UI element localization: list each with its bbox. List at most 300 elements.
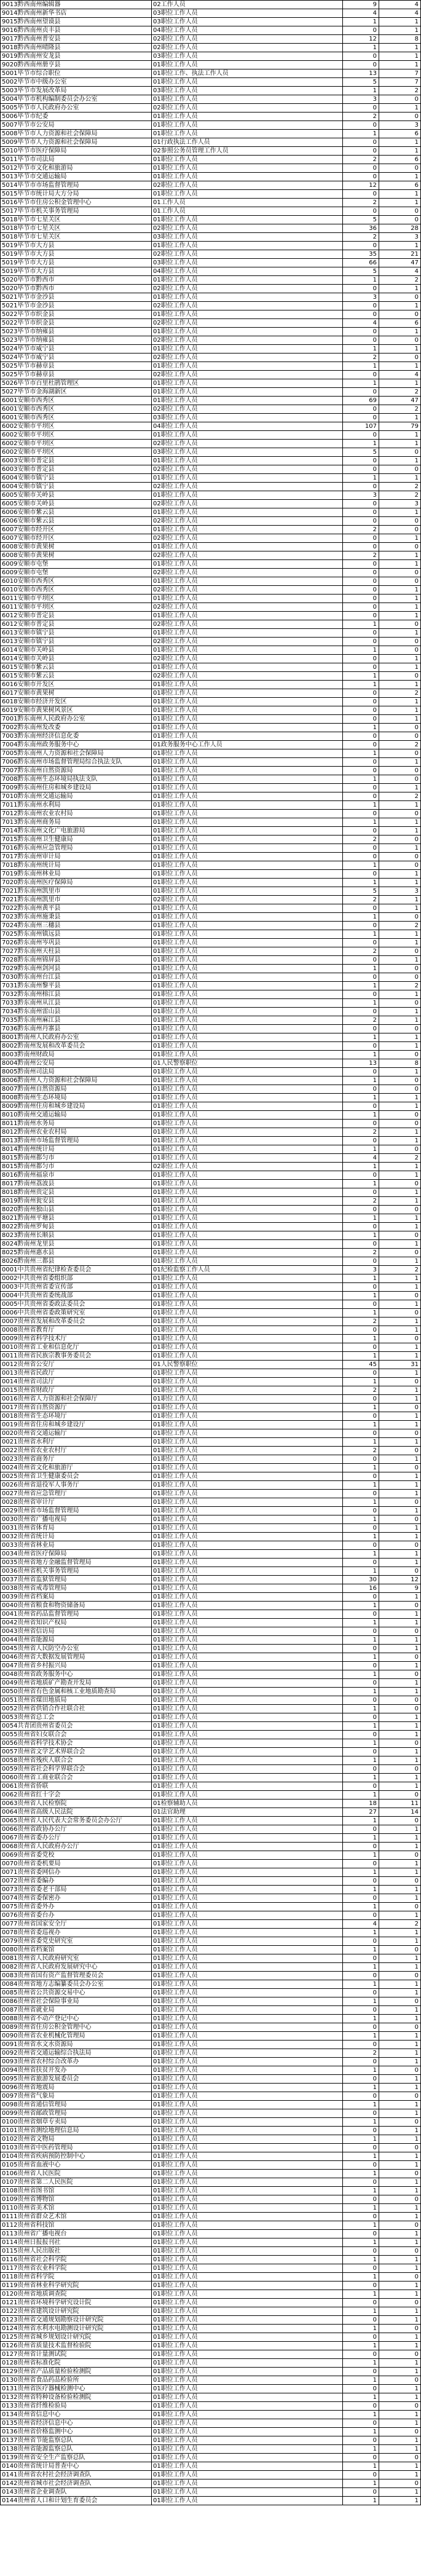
applicants-cell: 1: [343, 1309, 379, 1318]
table-row: [1, 2471, 421, 2479]
position-cell: 01职位工作人员: [152, 1283, 343, 1292]
approved-cell: 1: [379, 1008, 421, 1016]
applicants-cell: 3: [343, 1266, 379, 1274]
table-row: [1, 965, 421, 973]
position-cell: 01职位工作人员: [152, 2109, 343, 2118]
unit-cell: 0023贵州省商务厅: [1, 1455, 152, 1464]
position-cell: 02职位工作人员: [152, 104, 343, 113]
applicants-cell: 0: [343, 741, 379, 749]
approved-cell: 1: [379, 190, 421, 199]
table-row: [1, 397, 421, 405]
applicants-cell: 1: [343, 749, 379, 758]
approved-cell: 0: [379, 1705, 421, 1713]
applicants-cell: 0: [343, 242, 379, 250]
unit-cell: 0134贵州省信息中心: [1, 2411, 152, 2419]
position-cell: 01职位工作人员: [152, 1137, 343, 1145]
position-cell: 01职位工作人员: [152, 1369, 343, 1378]
table-row: [1, 1472, 421, 1481]
unit-cell: 7019黔东南州林业局: [1, 870, 152, 879]
approved-cell: 1: [379, 758, 421, 767]
applicants-cell: 0: [343, 689, 379, 698]
unit-cell: 6002安顺市平坝区: [1, 448, 152, 457]
unit-cell: 0002中共贵州省委组织部: [1, 1274, 152, 1283]
table-row: [1, 138, 421, 147]
applicants-cell: 0: [343, 1412, 379, 1421]
unit-cell: 6006安顺市紫云县: [1, 508, 152, 517]
applicants-cell: 1: [343, 1774, 379, 1782]
table-row: [1, 354, 421, 362]
position-cell: 01职位工作人员: [152, 1705, 343, 1713]
approved-cell: 2: [379, 1266, 421, 1274]
approved-cell: 0: [379, 1077, 421, 1085]
table-row: [1, 1206, 421, 1214]
position-cell: 01职位工作人员: [152, 276, 343, 285]
table-row: [1, 1008, 421, 1016]
table-row: [1, 1877, 421, 1886]
applicants-cell: 0: [343, 2075, 379, 2084]
unit-cell: 5007毕节市公安局: [1, 121, 152, 130]
position-cell: 01职位工作人员: [152, 2411, 343, 2419]
applicants-cell: 1: [343, 1851, 379, 1860]
applicants-cell: 0: [343, 405, 379, 414]
applicants-cell: 2: [343, 1249, 379, 1257]
position-cell: 01职位工作人员: [152, 1946, 343, 1954]
approved-cell: 31: [379, 1361, 421, 1369]
applicants-cell: 1: [343, 1567, 379, 1576]
table-row: [1, 2032, 421, 2041]
applicants-cell: 1: [343, 1498, 379, 1507]
table-row: [1, 853, 421, 861]
table-row: [1, 1145, 421, 1154]
approved-cell: 1: [379, 1507, 421, 1515]
position-cell: 01职位工作人员: [152, 2144, 343, 2152]
unit-cell: 0139贵州省安全生产监察总队: [1, 2454, 152, 2462]
applicants-cell: 1: [343, 1997, 379, 2006]
approved-cell: 1: [379, 1171, 421, 1180]
position-cell: 01职位工作人员: [152, 2282, 343, 2290]
position-cell: 01职位工作人员: [152, 431, 343, 440]
applicants-cell: 0: [343, 2419, 379, 2428]
unit-cell: 0071贵州省委网信办: [1, 1868, 152, 1877]
unit-cell: 0043贵州省信访局: [1, 1627, 152, 1636]
unit-cell: 0141贵州省农村社会经济调查队: [1, 2471, 152, 2479]
table-row: [1, 242, 421, 250]
table-row: [1, 1447, 421, 1455]
unit-cell: 0029贵州省市场监督管理局: [1, 1507, 152, 1515]
unit-cell: 7004黔东南州政务服务中心: [1, 741, 152, 749]
table-row: [1, 422, 421, 431]
table-row: [1, 2213, 421, 2221]
position-cell: 01职位工作人员: [152, 2161, 343, 2170]
approved-cell: 0: [379, 853, 421, 861]
approved-cell: 0: [379, 113, 421, 121]
approved-cell: 6: [379, 181, 421, 190]
position-cell: 01职位工作人员: [152, 836, 343, 844]
table-row: [1, 2454, 421, 2462]
unit-cell: 0072贵州省委编办: [1, 1877, 152, 1886]
approved-cell: 2: [379, 483, 421, 491]
approved-cell: 1: [379, 2213, 421, 2221]
unit-cell: 0094贵州省扶贫开发办: [1, 2066, 152, 2075]
unit-cell: 0012贵州省公安厅: [1, 1361, 152, 1369]
unit-cell: 0128贵州省标准化院: [1, 2359, 152, 2368]
approved-cell: 1: [379, 1386, 421, 1395]
position-cell: 01职位工作人员: [152, 2213, 343, 2221]
table-row: [1, 1318, 421, 1326]
approved-cell: 0: [379, 2402, 421, 2411]
position-cell: 01职位工作人员: [152, 1438, 343, 1447]
approved-cell: 1: [379, 2015, 421, 2023]
applicants-cell: 0: [343, 2488, 379, 2497]
applicants-cell: 1: [343, 965, 379, 973]
position-cell: 01职位工作人员: [152, 78, 343, 87]
applicants-cell: 1: [343, 1903, 379, 1911]
approved-cell: 1: [379, 879, 421, 887]
unit-cell: 0050贵州省有色金属和核工业地质勘查局: [1, 1688, 152, 1696]
approved-cell: 1: [379, 2204, 421, 2213]
position-cell: 01职位工作人员: [152, 1860, 343, 1868]
unit-cell: 6005安顺市关岭县: [1, 500, 152, 508]
position-cell: 01职位工作人员: [152, 1627, 343, 1636]
table-row: [1, 913, 421, 922]
position-cell: 01职位工作人员: [152, 2118, 343, 2127]
applicants-cell: 0: [343, 1765, 379, 1774]
approved-cell: 1: [379, 2109, 421, 2118]
approved-cell: 0: [379, 1670, 421, 1679]
applicants-cell: 0: [343, 767, 379, 775]
table-row: [1, 1223, 421, 1231]
position-cell: 01职位工作人员: [152, 999, 343, 1008]
table-row: [1, 2178, 421, 2187]
table-row: [1, 1171, 421, 1180]
position-cell: 01职位工作人员: [152, 1171, 343, 1180]
unit-cell: 6016安顺市开发区: [1, 681, 152, 689]
applicants-cell: 1: [343, 2497, 379, 2505]
unit-cell: 0060贵州省工商业联合会: [1, 1774, 152, 1782]
table-row: [1, 1541, 421, 1550]
table-row: [1, 1386, 421, 1395]
unit-cell: 7005黔东南州人力资源和社会保障局: [1, 749, 152, 758]
position-cell: 02职位工作人员: [152, 500, 343, 508]
position-cell: 01职位工作、执法工作人员: [152, 69, 343, 78]
unit-cell: 6001安顺市西秀区: [1, 405, 152, 414]
position-cell: 01职位工作人员: [152, 1739, 343, 1748]
approved-cell: 1: [379, 457, 421, 465]
position-cell: 01职位工作人员: [152, 1937, 343, 1946]
position-cell: 01职位工作人员: [152, 1016, 343, 1025]
applicants-cell: 1: [343, 1421, 379, 1429]
approved-cell: 1: [379, 2049, 421, 2058]
table-row: [1, 2084, 421, 2092]
position-cell: 02职位工作人员: [152, 302, 343, 310]
approved-cell: 0: [379, 810, 421, 818]
unit-cell: 7009黔东南州住房和城乡建设局: [1, 784, 152, 792]
approved-cell: 1: [379, 1843, 421, 1851]
position-cell: 02职位工作人员: [152, 250, 343, 259]
table-row: [1, 724, 421, 732]
position-cell: 03职位工作人员: [152, 87, 343, 95]
table-row: [1, 2419, 421, 2428]
unit-cell: 0075贵州省委外办: [1, 1903, 152, 1911]
position-cell: 01政务服务中心工作人员: [152, 741, 343, 749]
position-cell: 01职位工作人员: [152, 1386, 343, 1395]
table-row: [1, 2230, 421, 2238]
applicants-cell: 1: [343, 1619, 379, 1627]
table-row: [1, 199, 421, 207]
applicants-cell: 0: [343, 2006, 379, 2015]
approved-cell: 1: [379, 595, 421, 603]
position-cell: 01职位工作人员: [152, 2066, 343, 2075]
applicants-cell: 0: [343, 1137, 379, 1145]
position-cell: 02职位工作人员: [152, 672, 343, 681]
approved-cell: 0: [379, 913, 421, 922]
applicants-cell: 1: [343, 2462, 379, 2471]
position-cell: 02职位工作人员: [152, 354, 343, 362]
approved-cell: 1: [379, 138, 421, 147]
applicants-cell: 0: [343, 310, 379, 319]
applicants-cell: 1: [343, 1404, 379, 1412]
applicants-cell: 0: [343, 1025, 379, 1033]
approved-cell: 1: [379, 1188, 421, 1197]
unit-cell: 0100贵州省烟草专卖局: [1, 2118, 152, 2127]
unit-cell: 8001黔南州人民政府办公室: [1, 1033, 152, 1042]
position-cell: 01职位工作人员: [152, 310, 343, 319]
applicants-cell: 0: [343, 1679, 379, 1688]
table-row: [1, 586, 421, 595]
unit-cell: 9014黔西南州新华书店: [1, 9, 152, 18]
unit-cell: 7013黔东南州商务局: [1, 818, 152, 827]
unit-cell: 0037贵州省监狱管理局: [1, 1576, 152, 1584]
position-cell: 01职位工作人员: [152, 801, 343, 810]
applicants-cell: 1: [343, 276, 379, 285]
unit-cell: 9013黔西南州编辑器: [1, 1, 152, 9]
approved-cell: 0: [379, 1739, 421, 1748]
applicants-cell: 0: [343, 138, 379, 147]
applicants-cell: 0: [343, 2213, 379, 2221]
applicants-cell: 1: [343, 1868, 379, 1877]
table-row: [1, 508, 421, 517]
applicants-cell: 0: [343, 612, 379, 620]
applicants-cell: 3: [343, 491, 379, 500]
unit-cell: 0055贵州省妇女联合会: [1, 1731, 152, 1739]
approved-cell: 1: [379, 1610, 421, 1619]
applicants-cell: 27: [343, 1808, 379, 1817]
table-row: [1, 1481, 421, 1490]
table-row: [1, 999, 421, 1008]
position-cell: 01职位工作人员: [152, 2454, 343, 2462]
position-cell: 02参照公务员管理工作人员: [152, 147, 343, 156]
applicants-cell: 2: [343, 1128, 379, 1137]
approved-cell: 1: [379, 698, 421, 706]
applicants-cell: 1: [343, 1963, 379, 1972]
unit-cell: 5018毕节市七星关区: [1, 224, 152, 233]
unit-cell: 8020黔南州独山县: [1, 1206, 152, 1214]
unit-cell: 8005黔南州司法局: [1, 1068, 152, 1077]
position-cell: 02职位工作人员: [152, 896, 343, 904]
unit-cell: 5024毕节市威宁县: [1, 354, 152, 362]
table-row: [1, 638, 421, 646]
approved-cell: 1: [379, 1929, 421, 1937]
table-row: [1, 758, 421, 767]
unit-cell: 7001黔东南州人民政府办公室: [1, 715, 152, 724]
applicants-cell: 0: [343, 465, 379, 474]
position-cell: 02职位工作人员: [152, 181, 343, 190]
position-cell: 01职位工作人员: [152, 1576, 343, 1584]
approved-cell: 1: [379, 2488, 421, 2497]
unit-cell: 7031黔东南州黎平县: [1, 982, 152, 990]
unit-cell: 5011毕节市司法局: [1, 156, 152, 164]
unit-cell: 6010安顺市西秀区: [1, 577, 152, 586]
unit-cell: 0136贵州省价格监测中心: [1, 2428, 152, 2436]
unit-cell: 0138贵州省能源监察总队: [1, 2445, 152, 2454]
position-cell: 04职位工作人员: [152, 422, 343, 431]
unit-cell: 8024黔南州龙里县: [1, 1240, 152, 1249]
approved-cell: 0: [379, 1972, 421, 1980]
position-cell: 01纪检监察工作人员: [152, 1266, 343, 1274]
position-cell: 01职位工作人员: [152, 1963, 343, 1972]
applicants-cell: 0: [343, 595, 379, 603]
applicants-cell: 5: [343, 78, 379, 87]
approved-cell: 1: [379, 655, 421, 663]
unit-cell: 0040贵州省粮食和物资储备局: [1, 1602, 152, 1610]
approved-cell: 4: [379, 9, 421, 18]
approved-cell: 1: [379, 1963, 421, 1972]
unit-cell: 5017毕节市机关事务管理局: [1, 207, 152, 216]
position-cell: 01职位工作人员: [152, 1042, 343, 1051]
approved-cell: 2: [379, 405, 421, 414]
position-cell: 01职位工作人员: [152, 1077, 343, 1085]
approved-cell: 1: [379, 827, 421, 836]
table-row: [1, 1576, 421, 1584]
applicants-cell: 0: [343, 414, 379, 422]
applicants-cell: 12: [343, 35, 379, 44]
applicants-cell: 0: [343, 121, 379, 130]
table-row: [1, 1369, 421, 1378]
table-row: [1, 130, 421, 138]
table-row: [1, 2290, 421, 2299]
applicants-cell: 0: [343, 1894, 379, 1903]
applicants-cell: 1: [343, 1756, 379, 1765]
table-row: [1, 2075, 421, 2084]
approved-cell: 1: [379, 1834, 421, 1843]
unit-cell: 5004毕节市机构编制委员会办公室: [1, 95, 152, 104]
applicants-cell: 0: [343, 2436, 379, 2445]
position-cell: 02职位工作人员: [152, 440, 343, 448]
applicants-cell: 0: [343, 431, 379, 440]
position-cell: 01职位工作人员: [152, 2023, 343, 2032]
approved-cell: 1: [379, 2282, 421, 2290]
unit-cell: 7011黔东南州水利局: [1, 801, 152, 810]
table-row: [1, 560, 421, 569]
position-cell: 01职位工作人员: [152, 706, 343, 715]
unit-cell: 5025毕节市赫章县: [1, 362, 152, 371]
approved-cell: 3: [379, 887, 421, 896]
table-row: [1, 551, 421, 560]
table-row: [1, 164, 421, 173]
applicants-cell: 0: [343, 1610, 379, 1619]
approved-cell: 1: [379, 1343, 421, 1352]
position-cell: 01职位工作人员: [152, 965, 343, 973]
table-row: [1, 500, 421, 508]
approved-cell: 1: [379, 2342, 421, 2350]
position-cell: 01职位工作人员: [152, 2385, 343, 2393]
table-row: [1, 1559, 421, 1567]
approved-cell: 0: [379, 164, 421, 173]
unit-cell: 0107贵州省第二人民医院: [1, 2178, 152, 2187]
unit-cell: 7014黔东南州文化广电旅游局: [1, 827, 152, 836]
applicants-cell: 0: [343, 1085, 379, 1094]
applicants-cell: 1: [343, 2428, 379, 2436]
table-row: [1, 2402, 421, 2411]
table-row: [1, 1180, 421, 1188]
table-row: [1, 1886, 421, 1894]
approved-cell: 1: [379, 61, 421, 69]
position-cell: 01职位工作人员: [152, 2152, 343, 2161]
position-cell: 01职位工作人员: [152, 1481, 343, 1490]
approved-cell: 1: [379, 1042, 421, 1051]
unit-cell: 0064贵州省高级人民法院: [1, 1808, 152, 1817]
table-row: [1, 1163, 421, 1171]
approved-cell: 0: [379, 2092, 421, 2101]
unit-cell: 5018毕节市七星关区: [1, 216, 152, 224]
unit-cell: 5008毕节市人力资源和社会保障局: [1, 130, 152, 138]
table-row: [1, 2307, 421, 2316]
table-row: [1, 603, 421, 612]
approved-cell: 2: [379, 1920, 421, 1929]
applicants-cell: 2: [343, 199, 379, 207]
position-cell: 01职位工作人员: [152, 1068, 343, 1077]
approved-cell: 1: [379, 870, 421, 879]
applicants-cell: 0: [343, 663, 379, 672]
unit-cell: 5010毕节市医疗保障局: [1, 147, 152, 156]
position-cell: 01职位工作人员: [152, 293, 343, 302]
unit-cell: 0009贵州省科学技术厅: [1, 1335, 152, 1343]
table-row: [1, 2359, 421, 2368]
applicants-cell: 0: [343, 1782, 379, 1791]
position-cell: 01职位工作人员: [152, 2058, 343, 2066]
unit-cell: 6007安顺市经开区: [1, 534, 152, 543]
approved-cell: 1: [379, 1163, 421, 1171]
approved-cell: 0: [379, 1447, 421, 1455]
position-cell: 03职位工作人员: [152, 259, 343, 267]
unit-cell: 5024毕节市威宁县: [1, 345, 152, 354]
approved-cell: 8: [379, 35, 421, 44]
approved-cell: 0: [379, 1180, 421, 1188]
position-cell: 01人民警察职位: [152, 1361, 343, 1369]
table-row: [1, 2015, 421, 2023]
table-row: [1, 2092, 421, 2101]
unit-cell: 5016毕节市住房公积金管理中心: [1, 199, 152, 207]
unit-cell: 0001中共贵州省纪律检查委员会: [1, 1266, 152, 1274]
applicants-cell: 1: [343, 1739, 379, 1748]
unit-cell: 8012黔南州农业农村局: [1, 1128, 152, 1137]
table-row: [1, 689, 421, 698]
table-row: [1, 956, 421, 965]
table-row: [1, 465, 421, 474]
applicants-cell: 1: [343, 2084, 379, 2092]
table-row: [1, 836, 421, 844]
position-cell: 01职位工作人员: [152, 1180, 343, 1188]
position-cell: 01职位工作人员: [152, 1154, 343, 1163]
unit-cell: 0066贵州省政协办公厅: [1, 1825, 152, 1834]
approved-cell: 0: [379, 465, 421, 474]
table-row: [1, 1154, 421, 1163]
table-row: [1, 1438, 421, 1447]
table-row: [1, 78, 421, 87]
approved-cell: 1: [379, 2256, 421, 2264]
position-cell: 01职位工作人员: [152, 1903, 343, 1911]
unit-cell: 0095贵州省旅游发展委员会: [1, 2075, 152, 2084]
